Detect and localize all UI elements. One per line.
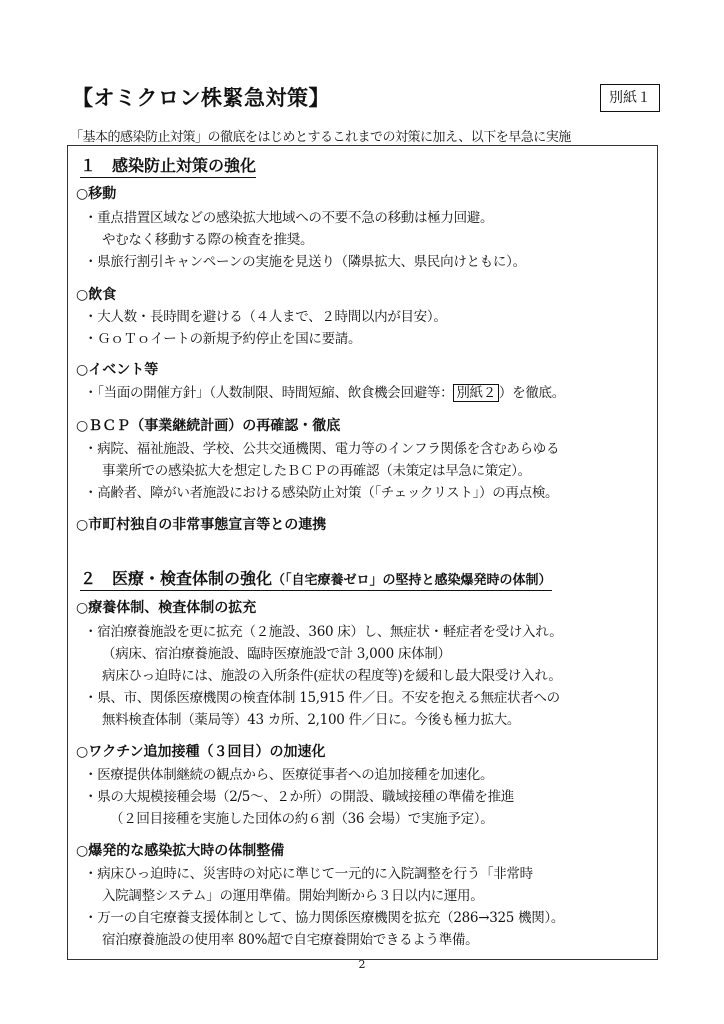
intro-text: 「基本的感染防止対策」の徹底をはじめとするこれまでの対策に加え、以下を早急に実施 — [70, 130, 571, 145]
vaccine-line-1: ・医療提供体制継続の観点から、医療従事者への追加接種を加速化。 — [84, 767, 494, 783]
move-line-2: やむなく移動する際の検査を推奨。 — [102, 232, 314, 248]
vaccine-line-2: ・県の大規模接種会場（2/5～、２か所）の開設、職域接種の準備を推進 — [84, 789, 515, 805]
section-2-heading-main: ２ 医療・検査体制の強化 — [80, 569, 273, 588]
food-line-1: ・大人数・長時間を避ける（４人まで、２時間以内が目安）。 — [84, 309, 447, 325]
bcp-line-2: 事業所での感染拡大を想定したＢＣＰの再確認（未策定は早急に策定）。 — [102, 463, 531, 479]
move-heading: ○移動 — [76, 186, 117, 202]
section-1-heading: １ 感染防止対策の強化 — [80, 153, 256, 178]
bcp-line-3: ・高齢者、障がい者施設における感染防止対策（「チェックリスト」）の再点検。 — [84, 485, 559, 501]
care-line-1: ・宿泊療養施設を更に拡充（２施設、360 床）し、無症状・軽症者を受け入れ。 — [84, 624, 563, 640]
city-heading: ○市町村独自の非常事態宣言等との連携 — [76, 517, 327, 533]
care-heading: ○療養体制、検査体制の拡充 — [76, 600, 257, 616]
bcp-heading: ○ＢＣＰ（事業継続計画）の再確認・徹底 — [76, 418, 341, 434]
bcp-line-1: ・病院、福祉施設、学校、公共交通機関、電力等のインフラ関係を含むあらゆる — [84, 441, 560, 457]
event-attachment-2-box: 別紙２ — [453, 384, 499, 402]
outbreak-heading: ○爆発的な感染拡大時の体制整備 — [76, 843, 285, 859]
event-line — [84, 381, 565, 401]
section-2-heading — [80, 566, 552, 591]
move-line-3: ・県旅行割引キャンペーンの実施を見送り（隣県拡大、県民向けともに）。 — [84, 254, 526, 270]
care-line-5: 無料検査体制（薬局等）43 カ所、2,100 件／日に。今後も極力拡大。 — [102, 712, 521, 728]
outbreak-line-2: 入院調整システム」の運用準備。開始判断から３日以内に運用。 — [102, 888, 484, 904]
outbreak-line-1: ・病床ひっ迫時に、災害時の対応に準じて一元的に入院調整を行う「非常時 — [84, 866, 533, 882]
outbreak-line-4: 宿泊療養施設の使用率 80%超で自宅療養開始できるよう準備。 — [102, 932, 479, 948]
section-2-heading-sub: （「自宅療養ゼロ」の堅持と感染爆発時の体制） — [272, 573, 552, 588]
page-number: 2 — [358, 958, 366, 971]
event-heading: ○イベント等 — [76, 362, 159, 378]
outbreak-line-3: ・万一の自宅療養支援体制として、協力関係医療機関を拡充（286→325 機関）。 — [84, 910, 565, 926]
care-line-4: ・県、市、関係医療機関の検査体制 15,915 件／日。不安を抱える無症状者への — [84, 690, 560, 706]
move-line-1: ・重点措置区域などの感染拡大地域への不要不急の移動は極力回避。 — [84, 210, 494, 226]
event-line-post: ）を徹底。 — [498, 385, 565, 401]
vaccine-line-3: （２回目接種を実施した団体の約６割（36 会場）で実施予定）。 — [110, 811, 494, 827]
care-line-3: 病床ひっ迫時には、施設の入所条件(症状の程度等)を緩和し最大限受け入れ。 — [102, 668, 562, 684]
care-line-2: （病床、宿泊療養施設、臨時医療施設で計 3,000 床体制） — [102, 646, 451, 662]
document-title: 【オミクロン株緊急対策】 — [72, 86, 330, 110]
event-line-pre: ・「当面の開催方針」（人数制限、時間短縮、飲食機会回避等： — [84, 385, 454, 401]
vaccine-heading: ○ワクチン追加接種（３回目）の加速化 — [76, 744, 326, 760]
attachment-label: 別紙１ — [600, 84, 660, 112]
food-heading: ○飲食 — [76, 287, 117, 303]
food-line-2: ・ＧｏＴｏイートの新規予約停止を国に要請。 — [84, 331, 362, 347]
